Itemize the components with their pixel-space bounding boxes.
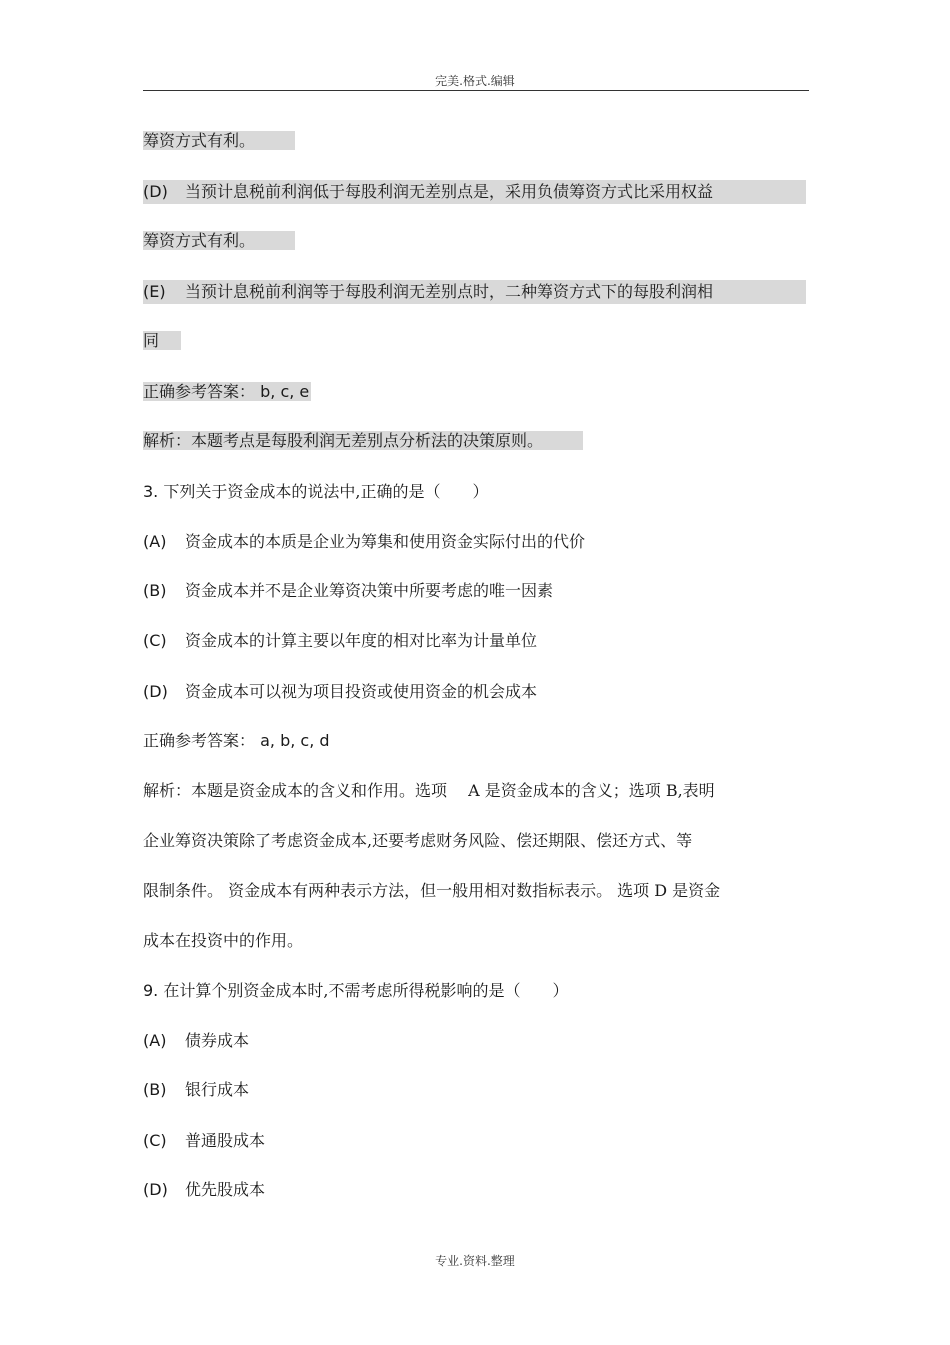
q3-option-c-text: 资金成本的计算主要以年度的相对比率为计量单位 [185,631,538,650]
q3-analysis-line-3: 限制条件。 资金成本有两种表示方法，但一般用相对数指标表示。 选项 D 是资金 [143,881,721,900]
q9-question [143,979,568,1003]
q2-analysis [143,429,583,453]
q3-answer-value: a, b, c, d [260,731,330,750]
page-header: 完美.格式.编辑 [435,74,515,88]
q2-answer-highlight [143,382,311,401]
q2-option-d-label: (D) [143,182,168,201]
q9-option-d-text: 优先股成本 [185,1180,266,1199]
q9-option-a [143,1029,249,1053]
q2-answer-value: b, c, e [260,382,310,401]
q3-option-b-label: (B) [143,581,167,600]
q3-option-b [143,579,553,603]
q9-option-b [143,1078,249,1102]
q3-question [143,480,488,504]
q3-analysis-line-4: 成本在投资中的作用。 [143,931,304,950]
q3-option-a-label: (A) [143,532,167,551]
q9-option-c-label: (C) [143,1131,167,1150]
q9-option-c [143,1129,265,1153]
header-divider [143,90,809,91]
q9-option-d [143,1178,265,1202]
q9-option-d-label: (D) [143,1180,168,1199]
q3-option-b-text: 资金成本并不是企业筹资决策中所要考虑的唯一因素 [185,581,554,600]
q3-analysis-line-1: 解析：本题是资金成本的含义和作用。选项 A 是资金成本的含义；选项 B,表明 [143,781,715,800]
q3-option-c [143,629,537,653]
q2-option-d [143,180,806,204]
q2-option-e-label: (E) [143,282,166,301]
q3-option-d [143,680,537,704]
q3-option-d-label: (D) [143,682,168,701]
q2-answer [143,380,311,404]
q3-answer [143,729,330,753]
q3-answer-label: 正确参考答案： [143,731,256,750]
q3-question-text: 下列关于资金成本的说法中,正确的是（ ） [163,482,489,501]
q2-option-e-continuation [143,329,181,353]
q3-option-d-text: 资金成本可以视为项目投资或使用资金的机会成本 [185,682,538,701]
q2-answer-label: 正确参考答案： [143,382,256,401]
q9-question-text: 在计算个别资金成本时,不需考虑所得税影响的是（ ） [163,981,569,1000]
q9-option-b-label: (B) [143,1080,167,1099]
q2-option-d-continuation [143,229,295,253]
q9-option-a-label: (A) [143,1031,167,1050]
q2-option-d-text: 当预计息税前利润低于每股利润无差别点是，采用负债筹资方式比采用权益 [185,182,714,201]
page-footer: 专业.资料.整理 [435,1254,515,1268]
q3-option-a [143,530,585,554]
q2-option-c-continuation-text: 筹资方式有利。 [143,131,295,150]
q3-analysis-line-2: 企业筹资决策除了考虑资金成本,还要考虑财务风险、偿还期限、偿还方式、等 [143,831,693,850]
q9-number: 9. [143,981,159,1000]
q2-option-e-text: 当预计息税前利润等于每股利润无差别点时，二种筹资方式下的每股利润相 [185,282,714,301]
q9-option-b-text: 银行成本 [185,1080,250,1099]
q2-analysis-text: 解析：本题考点是每股利润无差别点分析法的决策原则。 [143,431,583,450]
q2-option-c-continuation [143,129,295,153]
q3-option-c-label: (C) [143,631,167,650]
q2-option-e-continuation-text: 同 [143,331,181,350]
q2-option-d-continuation-text: 筹资方式有利。 [143,231,295,250]
q3-option-a-text: 资金成本的本质是企业为筹集和使用资金实际付出的代价 [185,532,586,551]
q2-option-e [143,280,806,304]
q9-option-c-text: 普通股成本 [185,1131,266,1150]
q3-number: 3. [143,482,159,501]
q9-option-a-text: 债券成本 [185,1031,250,1050]
